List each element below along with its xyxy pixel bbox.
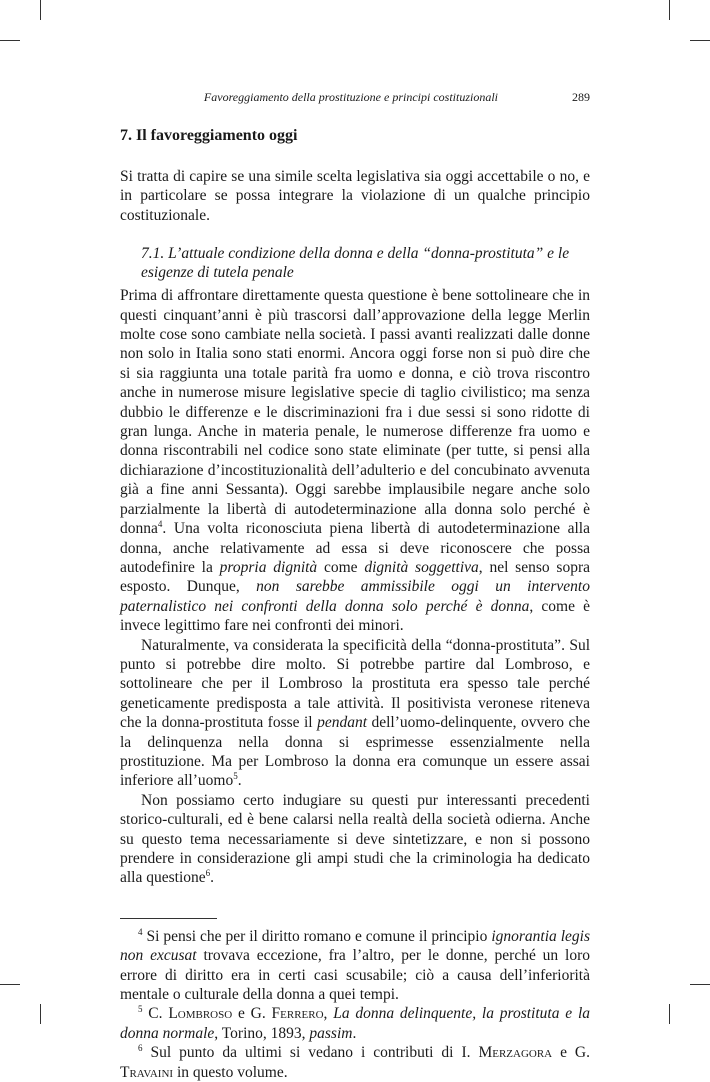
text-run: Naturalmente, va considerata la specificità della “donna-prostituta”. Sul punto si potrebbe dire molto. Si potrebbe partire dal Lombroso, e sottolineare che per il Lombroso la prostituta era spesso tale perché geneticamente predisposta a tale attività. Il positivista veronese riteneva che la donna-prostituta fosse il <box>120 636 590 732</box>
crop-mark <box>40 1004 41 1024</box>
crop-mark <box>40 0 41 20</box>
text-run: . <box>210 869 215 887</box>
footnote-ref: 6 <box>205 868 211 879</box>
crop-mark <box>690 40 710 41</box>
crop-mark <box>0 40 20 41</box>
footnotes <box>120 927 590 1082</box>
footnote-divider <box>120 918 217 919</box>
text-run: . Una volta riconosciuta piena libertà di autodeterminazione alla donna, anche relativamente ad essa si deve riconoscere che possa autodefinire la <box>120 520 590 576</box>
crop-mark <box>669 1004 670 1024</box>
text-run: trovava eccezione, fra l’altro, per le donne, perché un loro errore di diritto era in certi casi scusabile; ciò a causa dell’inferiorità mentale o culturale della donna a quei tempi. <box>120 947 591 1004</box>
text-run: , come è invece legittimo fare nei confronti dei minori. <box>120 597 590 635</box>
text-run: Si pensi che per il diritto romano e comune il principio <box>142 927 492 945</box>
author-name: Lombroso <box>168 1005 233 1023</box>
paragraph-2 <box>120 636 590 791</box>
running-header <box>120 90 590 106</box>
text-run: come <box>317 558 365 576</box>
running-title: Favoreggiamento della prostituzione e principi costituzionali <box>203 90 498 104</box>
author-name: Travaini <box>120 1063 174 1081</box>
footnote-number: 6 <box>138 1043 143 1054</box>
author-name: Merzagora <box>478 1044 553 1062</box>
text-run: e G. <box>232 1005 272 1023</box>
footnote-4 <box>120 927 590 1005</box>
section-heading: 7. Il favoreggiamento oggi <box>120 127 298 144</box>
footnote-6 <box>120 1043 590 1082</box>
crop-mark <box>0 984 20 985</box>
paragraph-3 <box>120 791 590 888</box>
emphasis: non sarebbe ammissibile oggi un intervento paternalistico nei confronti della donna solo perché è donna <box>120 578 590 615</box>
crop-mark <box>690 984 710 985</box>
page-body <box>120 126 590 1082</box>
text-run: in questo volume. <box>173 1063 288 1081</box>
emphasis: ignorantia legis non excusat <box>120 927 590 965</box>
text-run: dell’uomo-delinquente, ovvero che la delinquenza nella donna si esprimesse essenzialmente nella prostituzione. Ma per Lombroso la donna era comunque un essere assai inferiore all’uomo <box>120 714 590 790</box>
footnote-number: 5 <box>138 1004 143 1015</box>
text-run: , nel senso sopra esposto. Dunque, <box>120 558 590 596</box>
crop-mark <box>669 0 670 20</box>
paragraph-1 <box>120 286 590 635</box>
text-run: Prima di affrontare direttamente questa questione è bene sottolineare che in questi cinquant’anni è più trascorsi dall’approvazione della legge Merlin molte cose sono cambiate nella società. I passi avanti realizzati dalle donne non solo in Italia sono stati enormi. Ancora oggi forse non si può dire che si sia raggiunta una totale parità fra uomo e donna, e ciò trova riscontro anche in numerose misure legislative specie di taglio civilistico; ma senza dubbio le differenze e le discriminazioni fra i due sessi si sono ridotte di gran lunga. Anche in materia penale, le numerose differenze fra uomo e donna riscontrabili nel codice sono state eliminate (per tutte, si pensi alla dichiarazione d’incostituzionalità dell’adulterio e del concubinato avvenuta già a fine anni Sessanta). Oggi sarebbe implausibile negare anche solo parzialmente la libertà di autodeterminazione alla donna solo perché è donna <box>120 287 590 538</box>
text-run: Non possiamo certo indugiare su questi pur interessanti precedenti storico-culturali, ed è bene calarsi nella realtà della società odierna. Anche su questo tema necessariamente si deve sintetizzare, e non si possono prendere in considerazione gli ampi studi che la criminologia ha dedicato alla questione <box>120 791 590 887</box>
emphasis: La donna delinquente, la prostituta e la donna normale <box>120 1005 591 1042</box>
text-run: , <box>323 1005 334 1023</box>
emphasis: propria dignità <box>219 558 318 576</box>
page-number: 289 <box>572 90 590 104</box>
footnote-ref: 4 <box>157 518 163 529</box>
author-name: Ferrero <box>271 1005 324 1023</box>
emphasis: dignità soggettiva <box>364 558 479 576</box>
section-intro: Si tratta di capire se una simile scelta legislativa sia oggi accettabile o no, e in particolare se possa integrare la violazione di un qualche principio costituzionale. <box>120 168 590 224</box>
subsection-heading: 7.1. L’attuale condizione della donna e della “donna-prostituta” e le esigenze di tutela penale <box>141 245 570 282</box>
text-run: , Torino, 1893, <box>214 1024 310 1042</box>
footnote-ref: 5 <box>233 771 238 782</box>
emphasis: pendant <box>317 714 367 732</box>
text-run: . <box>237 772 242 790</box>
text-run: C. <box>142 1005 169 1023</box>
text-run: e G. <box>552 1044 590 1062</box>
text-run: . <box>352 1024 357 1042</box>
footnote-number: 4 <box>138 926 143 937</box>
text-run: Sul punto da ultimi si vedano i contributi di I. <box>142 1044 479 1062</box>
emphasis: passim <box>309 1024 353 1042</box>
